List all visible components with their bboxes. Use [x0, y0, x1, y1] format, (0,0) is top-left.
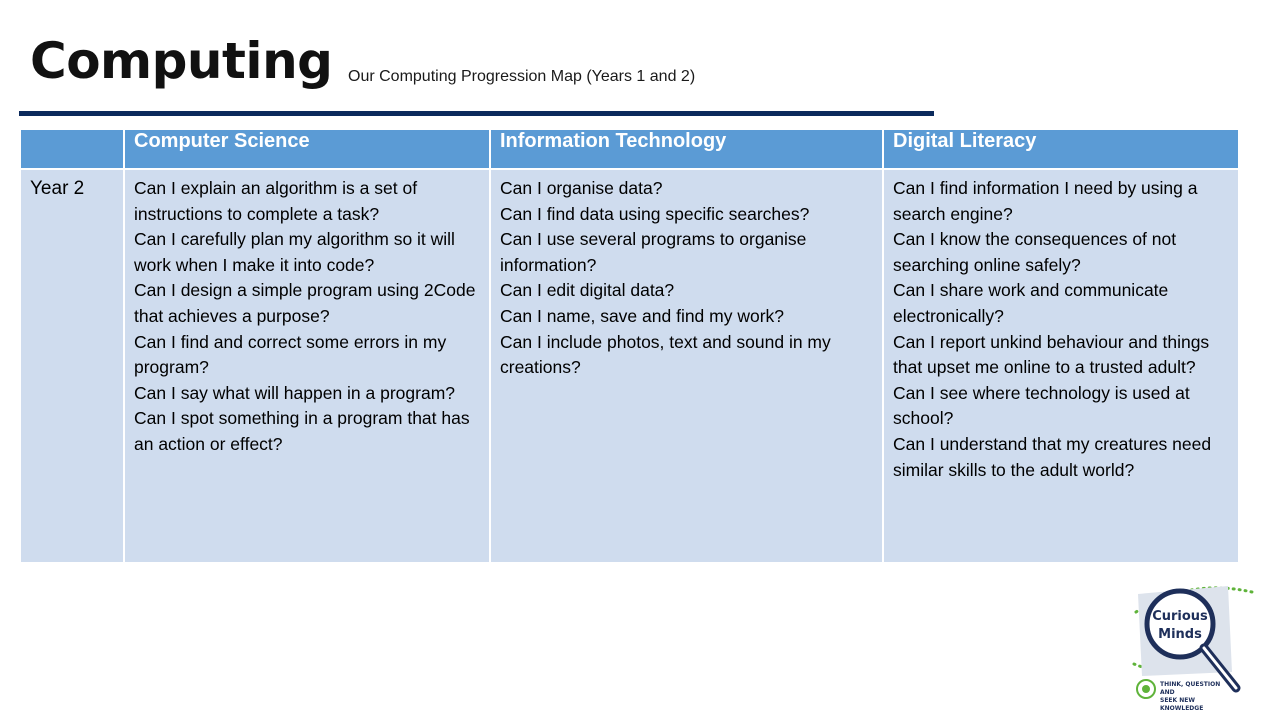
question-item: Can I carefully plan my algorithm so it will work when I make it into code? [134, 229, 455, 275]
question-item: Can I organise data? [500, 178, 663, 198]
logo-text-line1: Curious [1152, 609, 1208, 624]
question-item: Can I share work and communicate electronically? [893, 280, 1169, 326]
question-item: Can I know the consequences of not searching online safely? [893, 229, 1177, 275]
column-header-empty [20, 129, 124, 169]
title-underline [19, 111, 934, 116]
table-row-year-2 [20, 169, 1239, 563]
question-item: Can I see where technology is used at school? [893, 382, 1190, 429]
question-item: Can I find information I need by using a search engine? [893, 178, 1198, 224]
progression-table [19, 128, 1240, 564]
page-title: Computing [30, 32, 333, 90]
row-label: Year 2 [20, 169, 124, 563]
question-item: Can I understand that my creatures need similar skills to the adult world? [893, 433, 1212, 480]
question-item: Can I use several programs to organise information? [500, 229, 807, 275]
question-item: Can I say what will happen in a program? [134, 382, 456, 403]
question-item: Can I name, save and find my work? [500, 305, 785, 326]
question-item: Can I design a simple program using 2Code that achieves a purpose? [134, 280, 476, 326]
question-item: Can I find data using specific searches? [500, 203, 810, 224]
cell-digital-literacy [883, 169, 1239, 563]
cell-information-technology [490, 169, 883, 563]
logo-text-line2: Minds [1158, 627, 1202, 642]
cell-computer-science [124, 169, 490, 563]
page-subtitle: Our Computing Progression Map (Years 1 and 2) [348, 68, 696, 85]
question-item: Can I report unkind behaviour and things that upset me online to a trusted adult? [893, 331, 1210, 378]
question-item: Can I include photos, text and sound in my creations? [500, 331, 831, 378]
column-header-computer-science: Computer Science [124, 129, 490, 169]
column-header-information-technology: Information Technology [490, 129, 883, 169]
column-header-digital-literacy: Digital Literacy [883, 129, 1239, 169]
logo-tagline: THINK, QUESTION AND SEEK NEW KNOWLEDGE [1160, 681, 1221, 712]
table-header-row [20, 129, 1239, 169]
question-item: Can I explain an algorithm is a set of instructions to complete a task? [134, 178, 418, 224]
question-item: Can I spot something in a program that has an action or effect? [134, 408, 470, 454]
question-item: Can I edit digital data? [500, 280, 675, 301]
question-item: Can I find and correct some errors in my program? [134, 331, 447, 378]
